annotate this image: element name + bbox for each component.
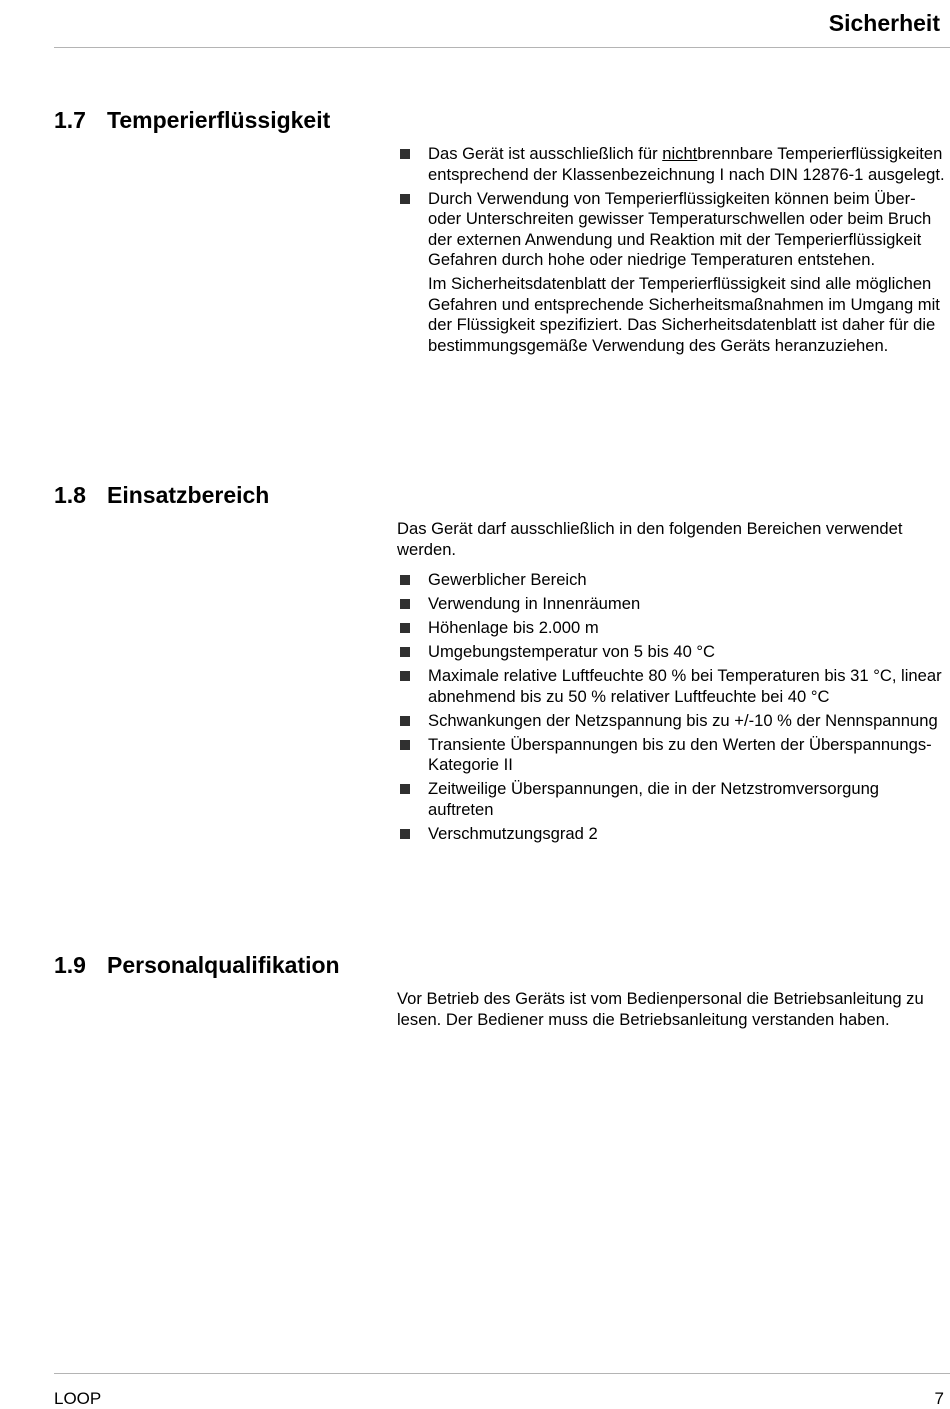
bullet-list	[397, 570, 947, 844]
list-item: Umgebungstemperatur von 5 bis 40 °C	[397, 642, 947, 663]
square-bullet-icon	[400, 194, 410, 204]
section-heading-1-7	[54, 107, 330, 134]
square-bullet-icon	[400, 623, 410, 633]
list-item: Zeitweilige Überspannungen, die in der Netzstromversorgung auftreten	[397, 779, 947, 820]
page-header-title: Sicherheit	[828, 10, 940, 36]
bullet-list	[397, 144, 947, 271]
body-paragraph: Vor Betrieb des Geräts ist vom Bedienpersonal die Betriebsanleitung zu lesen. Der Bediener muss die Betriebsanleitung verstanden haben.	[397, 989, 924, 1029]
square-bullet-icon	[400, 647, 410, 657]
section-number: 1.8	[54, 482, 86, 508]
section-heading-1-9	[54, 952, 340, 979]
list-item: Verschmutzungsgrad 2	[397, 824, 947, 845]
square-bullet-icon	[400, 599, 410, 609]
footer-product-name: LOOP	[54, 1389, 102, 1408]
square-bullet-icon	[400, 784, 410, 794]
square-bullet-icon	[400, 740, 410, 750]
square-bullet-icon	[400, 149, 410, 159]
footer-rule	[54, 1373, 950, 1374]
square-bullet-icon	[400, 716, 410, 726]
footer-page-number: 7	[934, 1389, 944, 1408]
intro-paragraph: Das Gerät darf ausschließlich in den folgenden Bereichen verwendet werden.	[397, 519, 903, 559]
list-item: Höhenlage bis 2.000 m	[397, 618, 947, 639]
section-number: 1.7	[54, 107, 86, 133]
list-item: Schwankungen der Netzspannung bis zu +/-10 % der Nennspannung	[397, 711, 947, 732]
list-item: Transiente Überspannungen bis zu den Werten der Überspannungs-Kategorie II	[397, 735, 947, 776]
section-title: Einsatzbereich	[107, 482, 270, 508]
section-title: Personalqualifikation	[107, 952, 340, 978]
section-body-1-7	[397, 144, 947, 356]
square-bullet-icon	[400, 575, 410, 585]
list-item: Durch Verwendung von Temperierflüssigkeiten können beim Über- oder Unterschreiten gewisser Temperaturschwellen oder beim Bruch der externen Anwendung und Reaktion mit der Temperierflüssigkeit Gefahren durch hohe oder niedrige Temperaturen entstehen.	[397, 189, 947, 271]
list-item: Maximale relative Luftfeuchte 80 % bei Temperaturen bis 31 °C, linear abnehmend bis zu 50 % relativer Luftfeuchte bei 40 °C	[397, 666, 947, 707]
continuation-paragraph: Im Sicherheitsdatenblatt der Temperierflüssigkeit sind alle möglichen Gefahren und entsprechende Sicherheitsmaßnahmen im Umgang mit der Flüssigkeit spezifiziert. Das Sicherheitsdatenblatt ist daher für die bestimmungsgemäße Verwendung des Geräts heranzuziehen.	[428, 274, 940, 355]
list-item: Das Gerät ist ausschließlich für nichtbrennbare Temperierflüssigkeiten entsprechend der Klassenbezeichnung I nach DIN 12876-1 ausgelegt.	[397, 144, 947, 185]
section-title: Temperierflüssigkeit	[107, 107, 331, 133]
section-number: 1.9	[54, 952, 86, 978]
square-bullet-icon	[400, 671, 410, 681]
underlined-word: nicht	[662, 144, 698, 163]
square-bullet-icon	[400, 829, 410, 839]
header-rule	[54, 47, 950, 48]
section-heading-1-8	[54, 482, 269, 509]
section-body-1-8	[397, 519, 947, 848]
list-item: Verwendung in Innenräumen	[397, 594, 947, 615]
section-body-1-9	[397, 989, 947, 1030]
list-item: Gewerblicher Bereich	[397, 570, 947, 591]
